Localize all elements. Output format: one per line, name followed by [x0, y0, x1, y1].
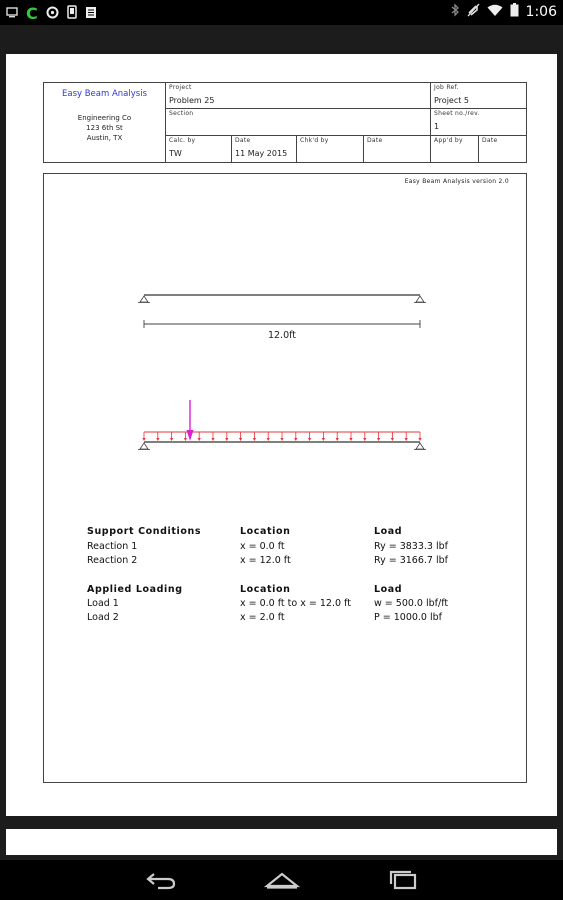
brand-title: Easy Beam Analysis [61, 89, 147, 99]
date3-cell [479, 136, 526, 162]
udl-arrow-head [363, 438, 366, 441]
phone-icon [67, 4, 77, 23]
loaded-support-left-icon [140, 443, 148, 449]
load-1-location: x = 0.0 ft to x = 12.0 ft [240, 598, 351, 609]
udl-load [142, 432, 421, 441]
udl-arrow-head [418, 438, 421, 441]
results-tables [87, 526, 507, 646]
load-1-name: Load 1 [87, 598, 119, 609]
company-street: 123 6th St [86, 124, 123, 132]
home-icon[interactable] [262, 868, 302, 892]
udl-arrow-head [211, 438, 214, 441]
support-right-icon [416, 296, 424, 302]
udl-arrow-head [267, 438, 270, 441]
calc-by-cell [166, 136, 232, 162]
reaction-2-load: Ry = 3166.7 lbf [374, 555, 448, 566]
reaction-1-load: Ry = 3833.3 lbf [374, 541, 448, 552]
date-label: Date [235, 137, 251, 144]
version-label: Easy Beam Analysis version 2.0 [404, 178, 509, 185]
report-page[interactable] [6, 54, 557, 816]
job-ref-label: Job Ref. [434, 84, 459, 91]
udl-arrow-head [156, 438, 159, 441]
support-left-icon [140, 296, 148, 302]
c-app-icon: C [26, 3, 38, 23]
chkd-by-label: Chk'd by [300, 137, 329, 144]
appd-by-cell [431, 136, 479, 162]
udl-arrow-head [294, 438, 297, 441]
date2-label: Date [367, 137, 383, 144]
screen-icon [6, 6, 18, 22]
reaction-1-name: Reaction 1 [87, 541, 138, 552]
udl-arrow-head [349, 438, 352, 441]
recents-icon[interactable] [383, 868, 423, 892]
bluetooth-icon [451, 3, 460, 21]
project-label: Project [169, 84, 192, 91]
loading-location-heading: Location [240, 584, 291, 595]
calc-by-label: Calc. by [169, 137, 196, 144]
sheet-value: 1 [434, 122, 440, 131]
udl-arrow-head [336, 438, 339, 441]
load-1-load: w = 500.0 lbf/ft [374, 598, 449, 609]
next-page-preview[interactable] [6, 829, 557, 855]
section-label: Section [169, 110, 194, 117]
udl-arrow-head [308, 438, 311, 441]
calendar-icon [85, 4, 97, 23]
load-2-name: Load 2 [87, 612, 119, 623]
applied-loading-heading: Applied Loading [87, 584, 183, 595]
project-cell [166, 83, 431, 109]
support-conditions-heading: Support Conditions [87, 526, 202, 537]
udl-arrow-head [280, 438, 283, 441]
udl-arrow-head [225, 438, 228, 441]
company-cell [44, 83, 166, 162]
udl-arrow-head [405, 438, 408, 441]
support-location-heading: Location [240, 526, 291, 537]
span-label: 12.0ft [267, 330, 297, 341]
wifi-icon [487, 4, 503, 21]
back-icon[interactable] [141, 868, 181, 892]
status-bar [0, 0, 563, 25]
load-2-load: P = 1000.0 lbf [374, 612, 443, 623]
support-load-heading: Load [374, 526, 403, 537]
udl-arrow-head [198, 438, 201, 441]
project-value: Problem 25 [169, 96, 215, 105]
date-value: 11 May 2015 [235, 149, 288, 158]
job-ref-value: Project 5 [434, 96, 470, 105]
calculation-body [43, 173, 527, 783]
reaction-2-location: x = 12.0 ft [240, 555, 291, 566]
reaction-2-name: Reaction 2 [87, 555, 138, 566]
company-name: Engineering Co [77, 114, 132, 122]
section-cell [166, 109, 431, 136]
clock: 1:06 [525, 4, 557, 20]
date2-cell [364, 136, 431, 162]
udl-arrow-head [142, 438, 145, 441]
point-load-arrow-icon [187, 430, 194, 441]
appd-by-label: App'd by [434, 137, 463, 144]
udl-arrow-head [170, 438, 173, 441]
udl-arrow-head [391, 438, 394, 441]
sheet-cell [431, 109, 526, 136]
date-cell [232, 136, 297, 162]
load-2-location: x = 2.0 ft [240, 612, 285, 623]
sheet-label: Sheet no./rev. [434, 110, 480, 117]
loading-load-heading: Load [374, 584, 403, 595]
udl-arrow-head [322, 438, 325, 441]
sync-icon [46, 4, 59, 23]
udl-arrow-head [253, 438, 256, 441]
loaded-support-right-icon [416, 443, 424, 449]
mute-icon [467, 3, 480, 21]
company-city: Austin, TX [86, 134, 123, 142]
udl-arrow-head [239, 438, 242, 441]
job-ref-cell [431, 83, 526, 109]
chkd-by-cell [297, 136, 364, 162]
date3-label: Date [482, 137, 498, 144]
calc-by-value: TW [169, 149, 182, 158]
reaction-1-location: x = 0.0 ft [240, 541, 285, 552]
udl-arrow-head [184, 438, 187, 441]
udl-arrow-head [377, 438, 380, 441]
header-table [43, 82, 527, 163]
navigation-bar [0, 860, 563, 900]
company-address [44, 113, 165, 143]
battery-icon [510, 3, 519, 21]
